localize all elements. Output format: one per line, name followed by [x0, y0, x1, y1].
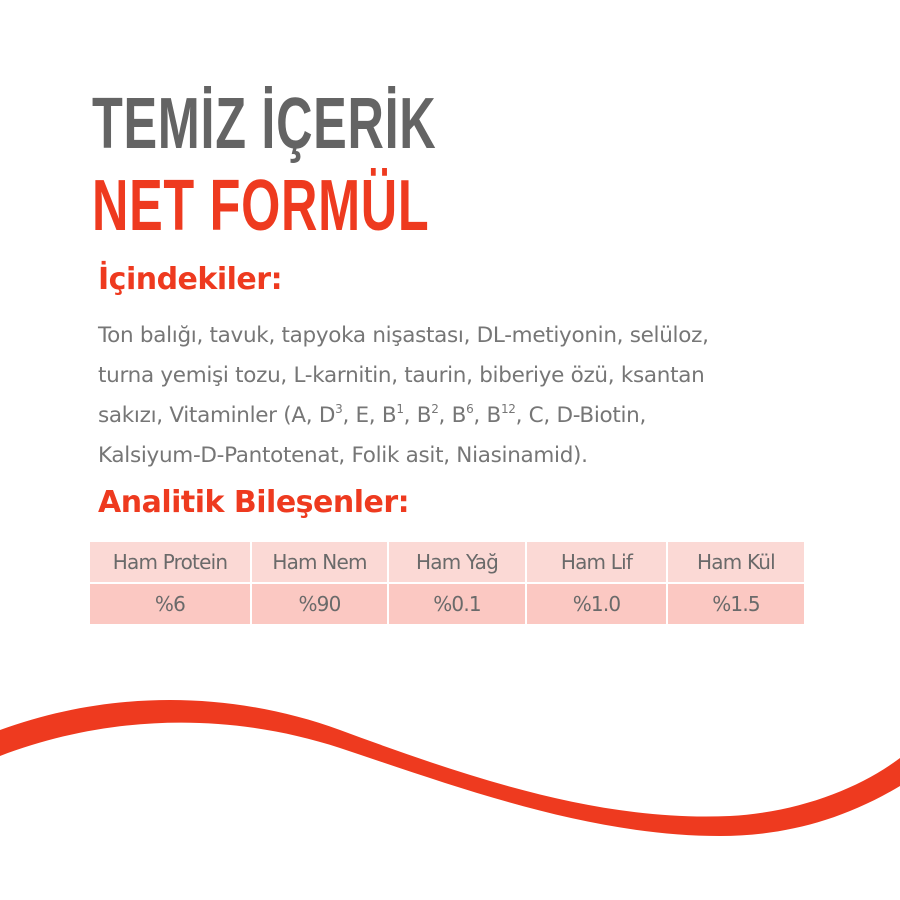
ingredients-text-part: , B	[438, 403, 467, 428]
ingredients-heading: İçindekiler:	[98, 262, 283, 297]
table-value-cell: %90	[252, 582, 389, 624]
table-header-cell: Ham Nem	[252, 542, 389, 582]
table-value-cell: %1.0	[527, 582, 668, 624]
superscript: 1	[396, 402, 404, 416]
title-line-2: NET FORMÜL	[92, 166, 430, 246]
ingredients-text-part: , B	[403, 403, 432, 428]
analysis-heading: Analitik Bileşenler:	[98, 485, 410, 520]
decorative-swoosh	[0, 690, 900, 850]
ingredients-text-part: , B	[473, 403, 501, 428]
table-header-cell: Ham Yağ	[389, 542, 527, 582]
table-header-cell: Ham Protein	[90, 542, 252, 582]
title-line-1: TEMİZ İÇERİK	[92, 84, 437, 164]
table-value-cell: %1.5	[668, 582, 804, 624]
ingredients-line-1: Ton balığı, tavuk, tapyoka nişastası, DL-metiyonin, selüloz,	[98, 323, 709, 348]
ingredients-text-part: sakızı, Vitaminler (A, D	[98, 403, 336, 428]
ingredients-line-4: Kalsiyum-D-Pantotenat, Folik asit, Niasinamid).	[98, 443, 588, 468]
superscript: 2	[431, 402, 439, 416]
ingredients-line-2: turna yemişi tozu, L-karnitin, taurin, biberiye özü, ksantan	[98, 363, 705, 388]
swoosh-shape	[0, 700, 900, 836]
ingredients-text	[98, 316, 818, 476]
table-value-cell: %6	[90, 582, 252, 624]
ingredients-line-3	[98, 396, 818, 436]
ingredients-text-part: , E, B	[342, 403, 397, 428]
superscript: 3	[335, 402, 343, 416]
table-header-cell: Ham Kül	[668, 542, 804, 582]
table-header-cell: Ham Lif	[527, 542, 668, 582]
ingredients-text-part: , C, D-Biotin,	[515, 403, 647, 428]
superscript: 6	[466, 402, 474, 416]
superscript: 12	[500, 402, 516, 416]
table-value-cell: %0.1	[389, 582, 527, 624]
analysis-table	[90, 542, 804, 624]
